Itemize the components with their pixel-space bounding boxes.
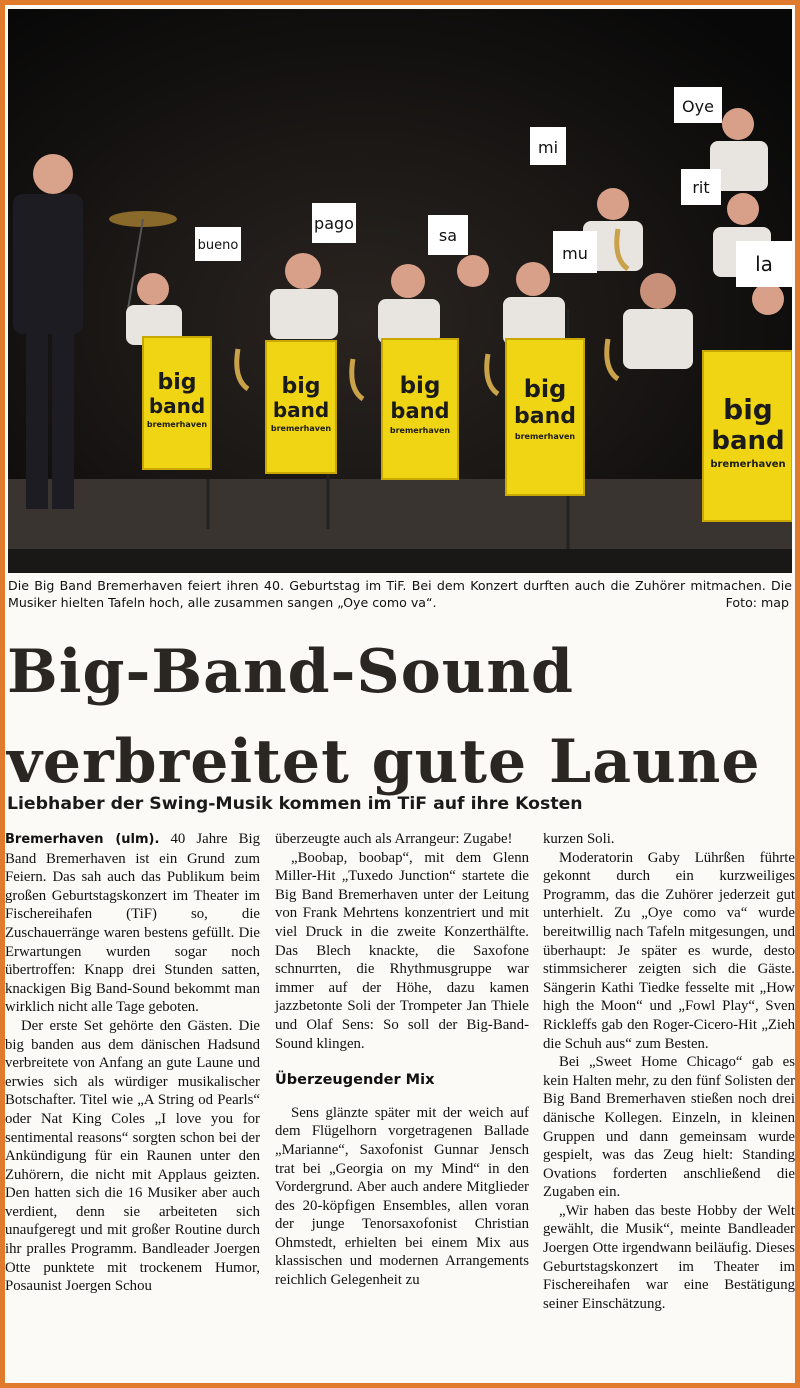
paragraph: Bei „Sweet Home Chicago“ gab es kein Halten mehr, zu den fünf Solisten der Big Band Bremerhaven stießen noch drei dänische Kollegen. Einzeln, in kleinen Gruppen und dann gemeinsam wurde gespielt, was das Zeug hielt: Standing Ovations forderten anschließend die Zugaben ein. bbox=[543, 1054, 795, 1201]
headline-line1: Big-Band-Sound bbox=[7, 637, 574, 707]
sign-text: mu bbox=[562, 244, 588, 263]
banner-line1: big bbox=[723, 393, 773, 426]
banner-line3: bremerhaven bbox=[146, 420, 208, 429]
paragraph: Der erste Set gehörte den Gästen. Die big banden aus dem dänischen Hadsund verbreitete von Anfang an gute Laune und erwies sich als würdiger musikalischer Botschafter. Titel wie „A String od Pearls“ oder Nat King Coles „I love you for sentimental reasons“ sorgten schon bei der Ankündigung für ein Raunen unter den Zuhörern, die nicht mit Applaus geizten. Den hatten sich die 16 Musiker aber auch verdient, denn sie arbeiteten sich unaufgeregt und mit großer Routine durch ihr pralles Programm. Bandleader Joergen Otte punktete mit trockenem Humor, Posaunist Joergen Schou bbox=[5, 1017, 260, 1295]
headline bbox=[7, 627, 793, 807]
paragraph: Moderatorin Gaby Lührßen führte gekonnt durch ein kurzweiliges Programm, das die Zuhörer jederzeit gut unterhielt. Zu „Oye como va“ wurde bereitwillig nach Tafeln mitgesungen, und überhaupt: Je später es wurde, desto stimmsicherer zeigten sich die Gäste. Sängerin Kathi Tiedke fesselte mit „How high the Moon“ und „Fowl Play“, Sven Rickleffs gab den Roger-Cicero-Hit „Zieh die Schuh aus“ zum Besten. bbox=[543, 849, 795, 1052]
article-column-2 bbox=[275, 830, 529, 1290]
article-column-1 bbox=[5, 830, 260, 1296]
sign-text: sa bbox=[438, 226, 458, 245]
sign-text: la bbox=[755, 252, 773, 276]
section-heading: Überzeugender Mix bbox=[275, 1072, 435, 1089]
stage-illustration bbox=[8, 9, 792, 573]
banner-line1: big bbox=[523, 375, 567, 403]
paragraph: überzeugte auch als Arrangeur: Zugabe! bbox=[275, 831, 513, 847]
sign-text: bueno bbox=[197, 238, 239, 253]
photo-credit: Foto: map bbox=[725, 595, 789, 610]
paragraph: „Wir haben das beste Hobby der Welt gewählt, die Musik“, meinte Bandleader Joergen Otte irgendwann beiläufig. Dieses Geburtstagskonzert im Theater im Fischereihafen war eine Bestätigung seiner Einschätzung. bbox=[543, 1202, 795, 1312]
banner-line3: bremerhaven bbox=[514, 432, 576, 441]
sign-text: mi bbox=[537, 138, 559, 157]
concert-photo bbox=[8, 9, 792, 573]
newspaper-clipping bbox=[5, 5, 795, 1383]
photo-caption: Die Big Band Bremerhaven feiert ihren 40. Geburtstag im TiF. Bei dem Konzert durften auch die Zuhörer mitmachen. Die Musiker hielten Tafeln hoch, alle zusammen sangen „Oye como va“. bbox=[8, 578, 792, 610]
banner-line3: bremerhaven bbox=[270, 424, 332, 433]
paragraph bbox=[5, 830, 260, 1017]
sign-text: Oye bbox=[682, 97, 714, 116]
paragraph: Sens glänzte später mit der weich auf dem Flügelhorn vorgetragenen Ballade „Marianne“, Saxofonist Gunnar Jensch trat bei „Georgia on my Mind“ in den Vordergrund. Aber auch andere Mitglieder des 20-köpfigen Ensembles, allen voran der junge Tenorsaxofonist Christian Ohmstedt, erhielten bei einem Mix aus klassischen und modernen Arrangements reichlich Gelegenheit zu bbox=[275, 1104, 529, 1289]
paragraph-text: 40 Jahre Big Band Bremerhaven ist ein Grund zum Feiern. Das sah auch das Publikum beim großen Geburtstagskonzert im Theater im Fischereihafen (TiF) so, die Zuschauerränge waren bestens gefüllt. Die Erwartungen wurden sogar noch übertroffen: Knapp drei Stunden satten, knackigen Big Band-Sound bekommt man wirklich nicht alle Tage geboten. bbox=[5, 831, 261, 1016]
banner-line2: band bbox=[711, 426, 785, 456]
banner-line2: band bbox=[513, 404, 577, 429]
banner-line1: big bbox=[157, 370, 197, 395]
dateline: Bremerhaven (ulm). bbox=[5, 832, 160, 847]
banner-line2: band bbox=[148, 394, 206, 418]
banner-line2: band bbox=[272, 398, 330, 422]
sign-text: pago bbox=[314, 214, 354, 233]
article-column-3 bbox=[543, 830, 795, 1313]
paragraph: kurzen Soli. bbox=[543, 831, 615, 847]
subheadline: Liebhaber der Swing-Musik kommen im TiF auf ihre Kosten bbox=[7, 794, 583, 814]
banner-line1: big bbox=[281, 374, 321, 399]
headline-line2: verbreitet gute Laune bbox=[7, 727, 761, 797]
banner-line3: bremerhaven bbox=[710, 459, 786, 470]
sign-text: rit bbox=[692, 178, 710, 197]
paragraph: „Boobap, boobap“, mit dem Glenn Miller-Hit „Tuxedo Junction“ startete die Big Band Bremerhaven unter der Leitung von Frank Mehrtens konzentriert und mit viel Druck in die zweite Konzerthälfte. Das Blech knackte, die Saxofone schnurrten, die Rhythmusgruppe war immer auf der Höhe, dazu kamen jazzbetonte Soli der Trompeter Jan Thiele und Olaf Sens: So soll der Big-Band-Sound klingen. bbox=[275, 849, 529, 1052]
banner-line2: band bbox=[390, 399, 450, 423]
banner-line1: big bbox=[399, 373, 441, 399]
banner-line3: bremerhaven bbox=[389, 426, 451, 435]
